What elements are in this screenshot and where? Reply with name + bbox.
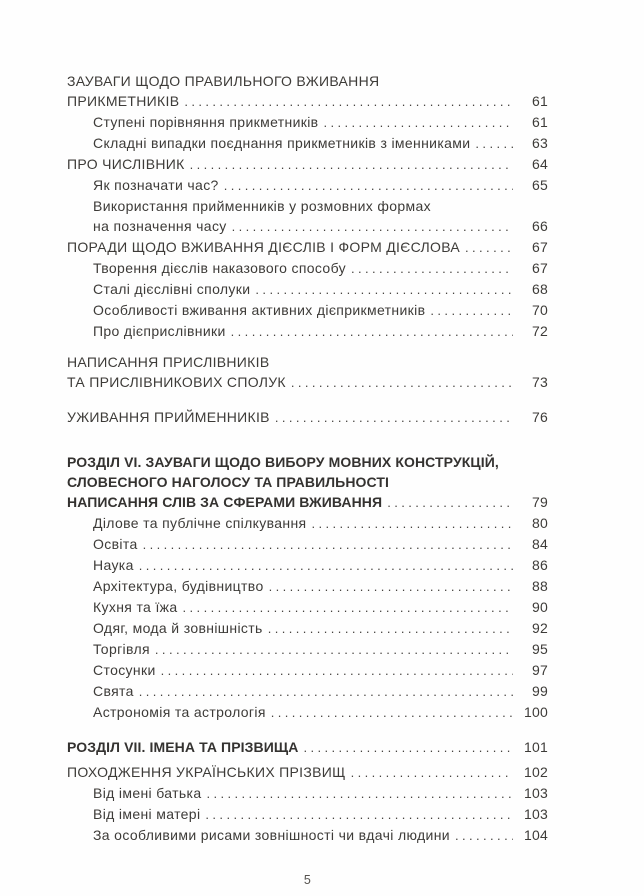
- toc-entry-line: [93, 112, 548, 133]
- toc-entry: [67, 321, 548, 342]
- toc-entry-page: 84: [532, 536, 548, 552]
- toc-entry-title: Від імені матері: [93, 806, 201, 822]
- toc-entry-title: ПОРАДИ ЩОДО ВЖИВАННЯ ДІЄСЛІВ І ФОРМ ДІЄСЛОВА: [67, 239, 461, 255]
- toc-entry-title: РОЗДІЛ VI. ЗАУВАГИ ЩОДО ВИБОРУ МОВНИХ КОНСТРУКЦІЙ,: [67, 454, 499, 470]
- toc-entry-line: [93, 597, 548, 618]
- toc-entry-page: 101: [524, 739, 548, 755]
- toc-entry: [67, 154, 548, 175]
- toc-entry-line: [67, 737, 548, 758]
- toc-entry-line: [67, 452, 548, 472]
- toc-entry-page: 65: [532, 177, 548, 193]
- dot-leader: [455, 825, 513, 846]
- toc-entry-title: на позначення часу: [93, 218, 227, 234]
- toc-entry-page: 63: [532, 135, 548, 151]
- toc-entry: [67, 513, 548, 534]
- toc-entry-title: Одяг, мода й зовнішність: [93, 620, 263, 636]
- toc-entry: [67, 576, 548, 597]
- toc-entry-title: Складні випадки поєднання прикметників з іменниками: [93, 135, 471, 151]
- toc-entry-line: [67, 352, 548, 372]
- toc-entry-line: [67, 472, 548, 492]
- toc-entry: [67, 352, 548, 393]
- toc-entry-page: 90: [532, 599, 548, 615]
- toc-entry-line: [93, 576, 548, 597]
- dot-leader: [465, 237, 513, 258]
- dot-leader: [475, 133, 513, 154]
- dot-leader: [143, 534, 513, 555]
- toc-entry: [67, 618, 548, 639]
- toc-entry: [67, 407, 548, 428]
- toc-entry-page: 76: [532, 409, 548, 425]
- toc-entry-line: [93, 175, 548, 196]
- toc-entry: [67, 639, 548, 660]
- toc-entry-line: [93, 681, 548, 702]
- toc-entry-page: 100: [524, 704, 548, 720]
- toc-entry: [67, 783, 548, 804]
- toc-entry-title: Наука: [93, 557, 134, 573]
- toc-list: [67, 71, 548, 846]
- toc-entry-line: [93, 300, 548, 321]
- toc-entry-line: [93, 513, 548, 534]
- page-number: 5: [303, 873, 312, 887]
- toc-entry: [67, 555, 548, 576]
- dot-leader: [183, 597, 513, 618]
- toc-entry-line: [93, 321, 548, 342]
- dot-leader: [231, 321, 513, 342]
- toc-entry-page: 103: [524, 785, 548, 801]
- toc-entry: [67, 534, 548, 555]
- toc-entry-title: Кухня та їжа: [93, 599, 178, 615]
- toc-entry-page: 73: [532, 374, 548, 390]
- toc-entry-line: [67, 762, 548, 783]
- toc-entry-title: УЖИВАННЯ ПРИЙМЕННИКІВ: [67, 409, 270, 425]
- toc-entry-line: [93, 618, 548, 639]
- page-footer: [67, 873, 548, 887]
- toc-entry-page: 79: [532, 494, 548, 510]
- toc-entry: [67, 196, 548, 237]
- toc-entry-page: 70: [532, 302, 548, 318]
- toc-entry-line: [93, 133, 548, 154]
- dot-leader: [205, 804, 513, 825]
- dot-leader: [323, 112, 513, 133]
- toc-entry-title: Про дієприслівники: [93, 323, 226, 339]
- toc-entry-title: Ділове та публічне спілкування: [93, 515, 307, 531]
- toc-entry-page: 66: [532, 218, 548, 234]
- toc-entry: [67, 258, 548, 279]
- toc-entry-line: [93, 702, 548, 723]
- toc-entry-page: 104: [524, 827, 548, 843]
- dot-leader: [311, 513, 513, 534]
- toc-entry-line: [93, 660, 548, 681]
- toc-entry-line: [93, 639, 548, 660]
- dot-leader: [351, 258, 513, 279]
- toc-entry-title: ПРИКМЕТНИКІВ: [67, 93, 180, 109]
- toc-entry-line: [67, 372, 548, 393]
- dot-leader: [184, 91, 513, 112]
- toc-entry: [67, 737, 548, 758]
- dot-leader: [139, 555, 513, 576]
- toc-entry-title: Астрономія та астрологія: [93, 704, 266, 720]
- toc-entry: [67, 681, 548, 702]
- dot-leader: [269, 576, 513, 597]
- dot-leader: [161, 660, 513, 681]
- dot-leader: [155, 639, 513, 660]
- toc-entry-line: [93, 279, 548, 300]
- toc-entry-title: ТА ПРИСЛІВНИКОВИХ СПОЛУК: [67, 374, 286, 390]
- toc-entry-title: Торгівля: [93, 641, 150, 657]
- toc-entry-page: 99: [532, 683, 548, 699]
- toc-entry: [67, 237, 548, 258]
- toc-entry-title: ПОХОДЖЕННЯ УКРАЇНСЬКИХ ПРІЗВИЩ: [67, 764, 346, 780]
- toc-entry-title: Свята: [93, 683, 134, 699]
- toc-entry-title: Особливості вживання активних дієприкметників: [93, 302, 426, 318]
- dot-leader: [190, 154, 513, 175]
- toc-entry-title: Освіта: [93, 536, 138, 552]
- toc-entry-line: [67, 492, 548, 513]
- toc-entry-page: 68: [532, 281, 548, 297]
- toc-entry-line: [67, 91, 548, 112]
- toc-entry: [67, 279, 548, 300]
- dot-leader: [232, 216, 513, 237]
- toc-entry-line: [67, 71, 548, 91]
- toc-entry-title: ПРО ЧИСЛІВНИК: [67, 156, 185, 172]
- toc-entry-page: 67: [532, 239, 548, 255]
- toc-entry-title: Як позначати час?: [93, 177, 219, 193]
- toc-entry: [67, 804, 548, 825]
- toc-entry-page: 95: [532, 641, 548, 657]
- toc-entry-line: [67, 237, 548, 258]
- toc-entry-line: [93, 783, 548, 804]
- toc-entry: [67, 825, 548, 846]
- toc-entry: [67, 175, 548, 196]
- toc-entry-page: 92: [532, 620, 548, 636]
- dot-leader: [303, 737, 513, 758]
- toc-entry: [67, 762, 548, 783]
- toc-entry-page: 61: [532, 114, 548, 130]
- dot-leader: [291, 372, 513, 393]
- toc-entry-line: [67, 407, 548, 428]
- toc-entry-page: 61: [532, 93, 548, 109]
- toc-entry-page: 102: [524, 764, 548, 780]
- toc-entry-page: 97: [532, 662, 548, 678]
- toc-entry: [67, 71, 548, 112]
- toc-entry-line: [67, 154, 548, 175]
- dot-leader: [387, 492, 513, 513]
- toc-entry-title: СЛОВЕСНОГО НАГОЛОСУ ТА ПРАВИЛЬНОСТІ: [67, 474, 390, 490]
- toc-entry: [67, 597, 548, 618]
- toc-entry: [67, 112, 548, 133]
- toc-entry-title: За особливими рисами зовнішності чи вдачі людини: [93, 827, 450, 843]
- toc-entry-page: 72: [532, 323, 548, 339]
- toc-entry-title: РОЗДІЛ VII. ІМЕНА ТА ПРІЗВИЩА: [67, 739, 299, 755]
- toc-entry-title: Використання прийменників у розмовних формах: [93, 198, 431, 214]
- toc-entry: [67, 133, 548, 154]
- toc-entry-title: Стосунки: [93, 662, 156, 678]
- toc-entry-page: 86: [532, 557, 548, 573]
- toc-entry-page: 88: [532, 578, 548, 594]
- dot-leader: [255, 279, 513, 300]
- toc-entry: [67, 300, 548, 321]
- toc-entry-title: Від імені батька: [93, 785, 202, 801]
- toc-entry-page: 67: [532, 260, 548, 276]
- toc-entry: [67, 702, 548, 723]
- dot-leader: [351, 762, 513, 783]
- toc-entry-line: [93, 804, 548, 825]
- dot-leader: [275, 407, 513, 428]
- toc-entry-line: [93, 534, 548, 555]
- toc-entry-page: 80: [532, 515, 548, 531]
- toc-entry-title: Ступені порівняння прикметників: [93, 114, 319, 130]
- dot-leader: [268, 618, 513, 639]
- toc-entry-title: Архітектура, будівництво: [93, 578, 264, 594]
- toc-entry-title: Творення дієслів наказового способу: [93, 260, 346, 276]
- dot-leader: [430, 300, 513, 321]
- toc-entry-title: ЗАУВАГИ ЩОДО ПРАВИЛЬНОГО ВЖИВАННЯ: [67, 73, 380, 89]
- toc-entry-title: Сталі дієслівні сполуки: [93, 281, 251, 297]
- toc-entry-line: [93, 258, 548, 279]
- dot-leader: [271, 702, 513, 723]
- dot-leader: [206, 783, 513, 804]
- toc-entry-line: [93, 196, 548, 216]
- toc-entry: [67, 452, 548, 513]
- toc-entry-line: [93, 825, 548, 846]
- dot-leader: [139, 681, 513, 702]
- toc-entry-line: [93, 555, 548, 576]
- toc-entry-title: НАПИСАННЯ СЛІВ ЗА СФЕРАМИ ВЖИВАННЯ: [67, 494, 383, 510]
- toc-entry-title: НАПИСАННЯ ПРИСЛІВНИКІВ: [67, 354, 270, 370]
- dot-leader: [224, 175, 513, 196]
- toc-entry: [67, 660, 548, 681]
- toc-entry-line: [93, 216, 548, 237]
- toc-entry-page: 64: [532, 156, 548, 172]
- toc-entry-page: 103: [524, 806, 548, 822]
